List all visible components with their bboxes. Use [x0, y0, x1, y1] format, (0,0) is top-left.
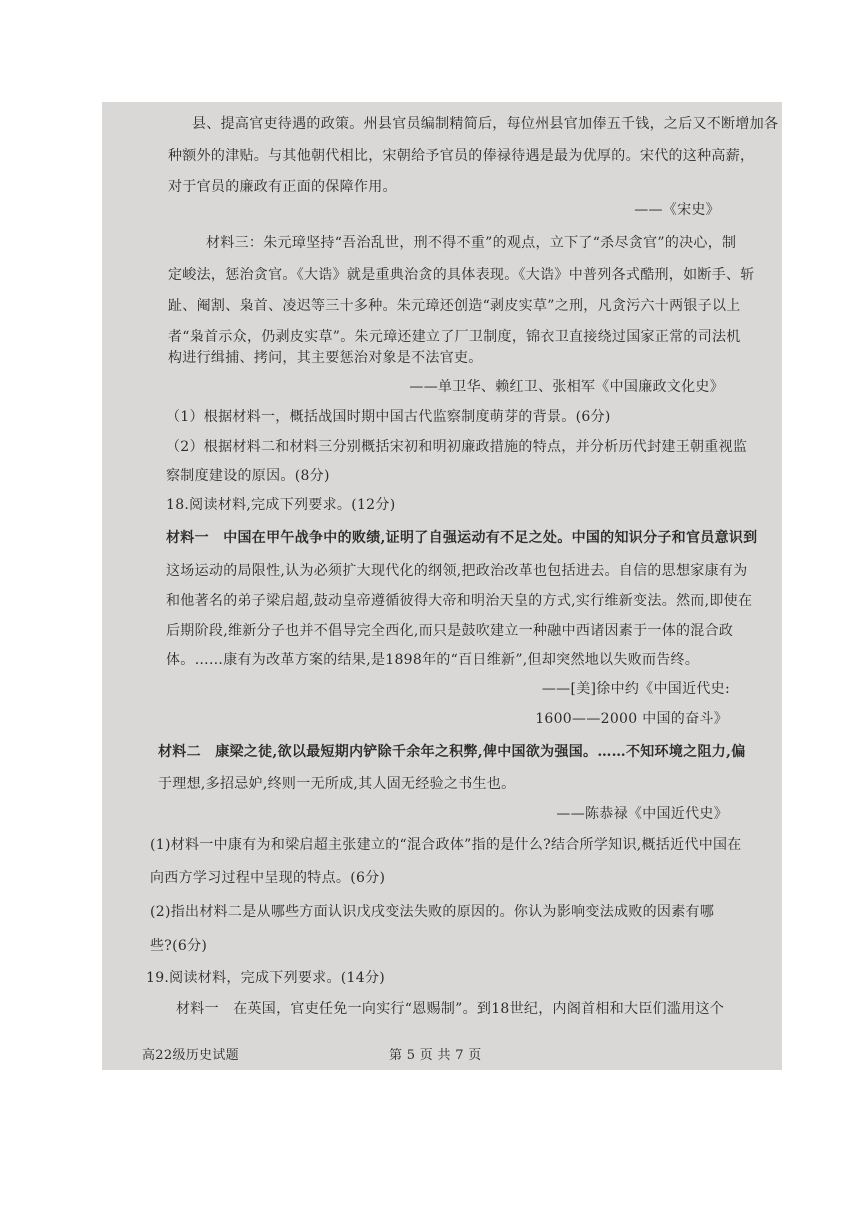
question-line: 向西方学习过程中呈现的特点。(6分) [150, 870, 386, 886]
text-line: 材料三：朱元璋坚持“吾治乱世，刑不得不重”的观点，立下了“杀尽贪官”的决心，制 [206, 235, 737, 251]
source-citation: ——单卫华、赖红卫、张相军《中国廉政文化史》 [409, 379, 724, 395]
source-citation: ——[美]徐中约《中国近代史: [541, 681, 730, 697]
text-line: 材料一 中国在甲午战争中的败绩,证明了自强运动有不足之处。中国的知识分子和官员意识到 [166, 530, 758, 546]
question-title: 19.阅读材料，完成下列要求。(14分) [146, 970, 386, 986]
question-line: 察制度建设的原因。(8分) [166, 468, 330, 484]
text-line: 这场运动的局限性,认为必须扩大现代化的纲领,把政治改革也包括进去。自信的思想家康有为 [166, 563, 748, 579]
question-line: (1)材料一中康有为和梁启超主张建立的“混合政体”指的是什么?结合所学知识,概括近代中国在 [150, 837, 742, 853]
exam-title-footer: 高22级历史试题 [142, 1048, 239, 1063]
question-line: 些?(6分) [150, 938, 208, 954]
question-title: 18.阅读材料,完成下列要求。(12分) [166, 497, 396, 513]
page-number: 第 5 页 共 7 页 [389, 1048, 482, 1063]
source-citation: 1600——2000 中国的奋斗》 [535, 711, 728, 727]
question-line: (2)指出材料二是从哪些方面认识戊戌变法失败的原因的。你认为影响变法成败的因素有哪 [150, 904, 715, 920]
source-citation: ——陈恭禄《中国近代史》 [556, 806, 728, 822]
text-line: 趾、阉割、枭首、凌迟等三十多种。朱元璋还创造“剥皮实草”之刑，凡贪污六十两银子以上 [168, 298, 741, 314]
text-line: 者“枭首示众，仍剥皮实草”。朱元璋还建立了厂卫制度，锦衣卫直接绕过国家正常的司法机 [168, 329, 741, 345]
exam-page [102, 102, 782, 1070]
question-line: （1）根据材料一，概括战国时期中国古代监察制度萌芽的背景。(6分) [166, 409, 611, 425]
text-line: 县、提高官吏待遇的政策。州县官员编制精简后，每位州县官加俸五千钱，之后又不断增加各 [192, 116, 779, 132]
text-line: 材料一 在英国，官吏任免一向实行“恩赐制”。到18世纪，内阁首相和大臣们滥用这个 [176, 1001, 725, 1017]
text-line: 种额外的津贴。与其他朝代相比，宋朝给予官员的俸禄待遇是最为优厚的。宋代的这种高薪， [168, 148, 755, 164]
text-line: 对于官员的廉政有正面的保障作用。 [168, 179, 397, 195]
text-line: 后期阶段,维新分子也并不倡导完全西化,而只是鼓吹建立一种融中西诸因素于一体的混合政 [166, 623, 734, 639]
text-line: 和他著名的弟子梁启超,鼓动皇帝遵循彼得大帝和明治天皇的方式,实行维新变法。然而,即使在 [166, 593, 753, 609]
text-line: 构进行缉捕、拷问，其主要惩治对象是不法官吏。 [168, 350, 483, 366]
text-line: 定峻法，惩治贪官。《大诰》就是重典治贪的具体表现。《大诰》中普列各式酷刑，如断手、斩 [168, 267, 755, 283]
question-line: （2）根据材料二和材料三分别概括宋初和明初廉政措施的特点，并分析历代封建王朝重视监 [166, 439, 748, 455]
text-line: 材料二 康梁之徒,欲以最短期内铲除千余年之积弊,俾中国欲为强国。……不知环境之阻力,偏 [158, 744, 746, 760]
source-citation: ——《宋史》 [634, 202, 720, 218]
text-line: 于理想,多招忌妒,终则一无所成,其人固无经验之书生也。 [158, 776, 516, 792]
text-line: 体。……康有为改革方案的结果,是1898年的“百日维新”,但却突然地以失败而告终。 [166, 652, 700, 668]
